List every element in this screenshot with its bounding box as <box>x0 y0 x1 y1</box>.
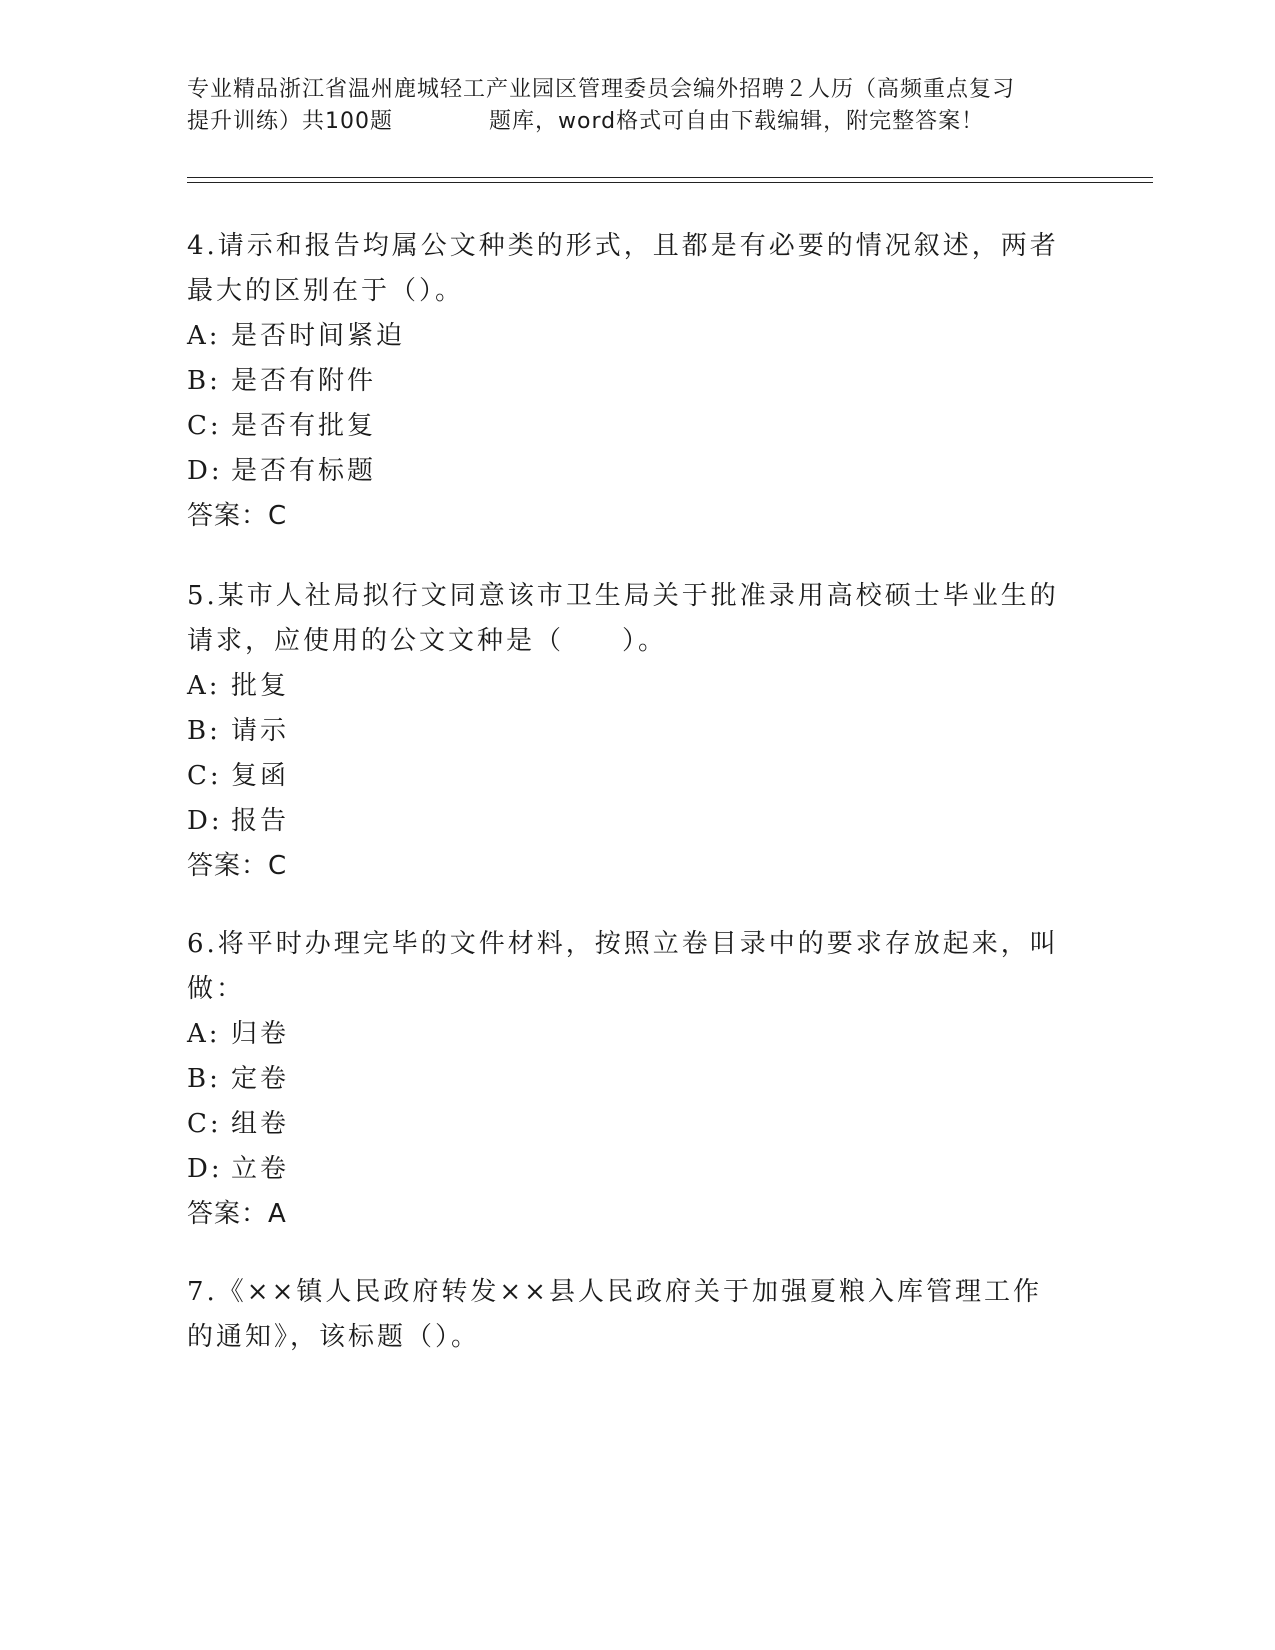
option-a <box>187 1012 1067 1057</box>
option-text: 归卷 <box>231 1019 290 1049</box>
question-7 <box>187 1270 1067 1360</box>
option-text: 复函 <box>231 761 290 791</box>
option-label: A: <box>187 671 221 701</box>
option-d <box>187 1147 1067 1192</box>
question-text: 7.《××镇人民政府转发××县人民政府关于加强夏粮入库管理工作的通知》，该标题（）。 <box>187 1277 1042 1352</box>
option-c <box>187 404 1067 449</box>
option-a <box>187 664 1067 709</box>
option-a <box>187 314 1067 359</box>
option-label: C: <box>187 411 222 441</box>
option-text: 是否有附件 <box>231 366 377 396</box>
document-header <box>187 74 1087 138</box>
option-text: 请示 <box>231 716 290 746</box>
option-text: 报告 <box>231 806 290 836</box>
option-text: 定卷 <box>231 1064 290 1094</box>
header-divider-bottom <box>187 182 1153 183</box>
question-6 <box>187 922 1067 1237</box>
option-b <box>187 1057 1067 1102</box>
option-label: D: <box>187 456 223 486</box>
answer-line: 答案：C <box>187 851 288 881</box>
option-text: 是否时间紧迫 <box>231 321 406 351</box>
option-label: D: <box>187 806 223 836</box>
option-label: D: <box>187 1154 223 1184</box>
question-5 <box>187 574 1067 889</box>
question-4 <box>187 224 1067 539</box>
option-text: 立卷 <box>231 1154 290 1184</box>
option-text: 是否有标题 <box>231 456 377 486</box>
option-label: A: <box>187 321 221 351</box>
option-d <box>187 449 1067 494</box>
option-c <box>187 1102 1067 1147</box>
option-b <box>187 709 1067 754</box>
question-text: 4.请示和报告均属公文种类的形式，且都是有必要的情况叙述，两者最大的区别在于（）。 <box>187 231 1059 306</box>
question-text: 5.某市人社局拟行文同意该市卫生局关于批准录用高校硕士毕业生的请求，应使用的公文文种是（ ）。 <box>187 581 1059 656</box>
option-c <box>187 754 1067 799</box>
option-d <box>187 799 1067 844</box>
answer-line: 答案：A <box>187 1199 287 1229</box>
option-text: 组卷 <box>231 1109 290 1139</box>
header-divider-top <box>187 177 1153 178</box>
option-label: C: <box>187 1109 222 1139</box>
header-line-1: 专业精品浙江省温州鹿城轻工产业园区管理委员会编外招聘２人历（高频重点复习 <box>187 77 1016 102</box>
option-label: C: <box>187 761 222 791</box>
option-text: 是否有批复 <box>231 411 377 441</box>
option-label: A: <box>187 1019 221 1049</box>
question-text: 6.将平时办理完毕的文件材料，按照立卷目录中的要求存放起来，叫做： <box>187 929 1059 1004</box>
header-line-2-start: 提升训练）共100题 <box>187 109 393 134</box>
header-line-2-end: 题库，word格式可自由下载编辑，附完整答案！ <box>489 109 985 134</box>
option-b <box>187 359 1067 404</box>
option-label: B: <box>187 366 221 396</box>
header-line-2 <box>187 106 1087 138</box>
option-label: B: <box>187 716 221 746</box>
option-text: 批复 <box>231 671 290 701</box>
option-label: B: <box>187 1064 221 1094</box>
answer-line: 答案：C <box>187 501 288 531</box>
